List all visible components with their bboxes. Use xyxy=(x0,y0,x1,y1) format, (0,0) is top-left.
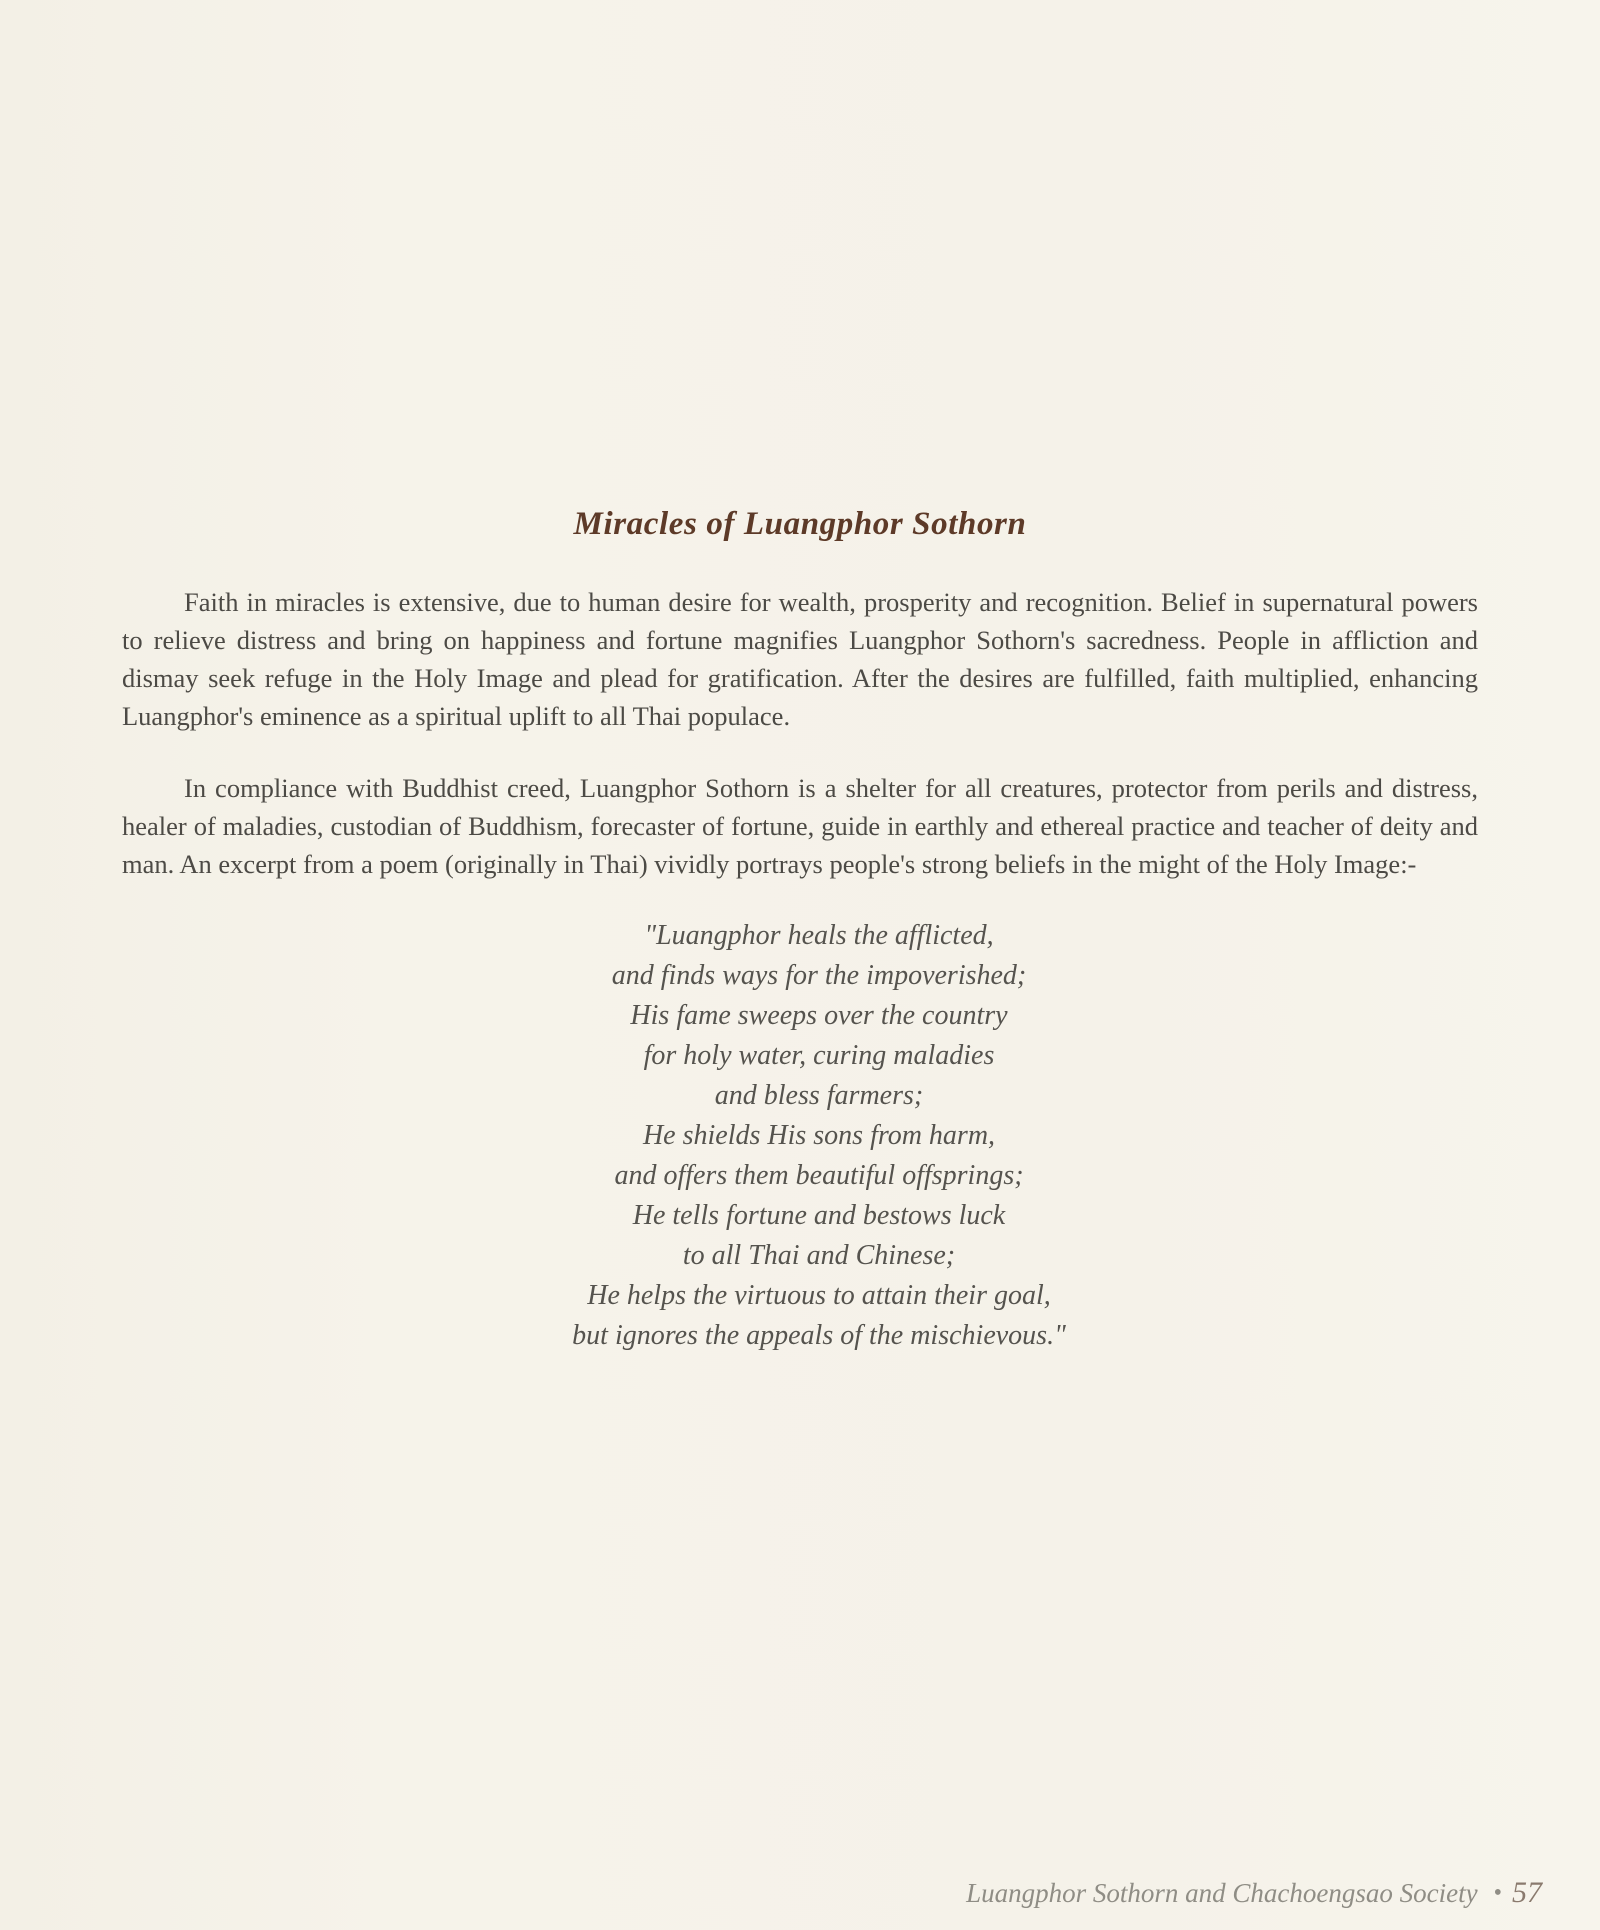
poem-line: and offers them beautiful offsprings; xyxy=(614,1160,1024,1191)
paragraph-buddhist-creed: In compliance with Buddhist creed, Luangphor Sothorn is a shelter for all creatures, protector from perils and distress, healer of maladies, custodian of Buddhism, forecaster of fortune, guide in earthly and ethereal practice and teacher of deity and man. An excerpt from a poem (originally in Thai) vividly portrays people's strong beliefs in the might of the Holy Image:- xyxy=(122,772,1478,879)
poem-line: He tells fortune and bestows luck xyxy=(632,1200,1006,1231)
paragraph-faith-in-miracles: Faith in miracles is extensive, due to human desire for wealth, prosperity and recognition. Belief in supernatural powers to relieve distress and bring on happiness and fortune magnifies Luangphor Sothorn's sacredness. People in affliction and dismay seek refuge in the Holy Image and plead for gratification. After the desires are fulfilled, faith multiplied, enhancing Luangphor's eminence as a spiritual uplift to all Thai populace. xyxy=(122,586,1478,731)
poem-line: His fame sweeps over the country xyxy=(630,1000,1008,1031)
poem-line: He helps the virtuous to attain their goal, xyxy=(587,1280,1051,1311)
footer-bullet-separator: • xyxy=(1493,1880,1502,1906)
page-footer xyxy=(966,1876,1542,1910)
poem-line: He shields His sons from harm, xyxy=(642,1120,996,1151)
poem-line: "Luangphor heals the afflicted, xyxy=(644,920,994,951)
page-title: Miracles of Luangphor Sothorn xyxy=(573,506,1027,543)
footer-book-title: Luangphor Sothorn and Chachoengsao Society xyxy=(966,1878,1478,1908)
poem-block xyxy=(122,916,1478,1356)
poem-line: for holy water, curing maladies xyxy=(643,1040,995,1071)
poem-line: and bless farmers; xyxy=(714,1080,924,1111)
poem-line: to all Thai and Chinese; xyxy=(682,1240,956,1271)
page-number: 57 xyxy=(1512,1876,1542,1909)
poem-line: but ignores the appeals of the mischievous." xyxy=(572,1320,1066,1351)
poem-line: and finds ways for the impoverished; xyxy=(611,960,1027,991)
